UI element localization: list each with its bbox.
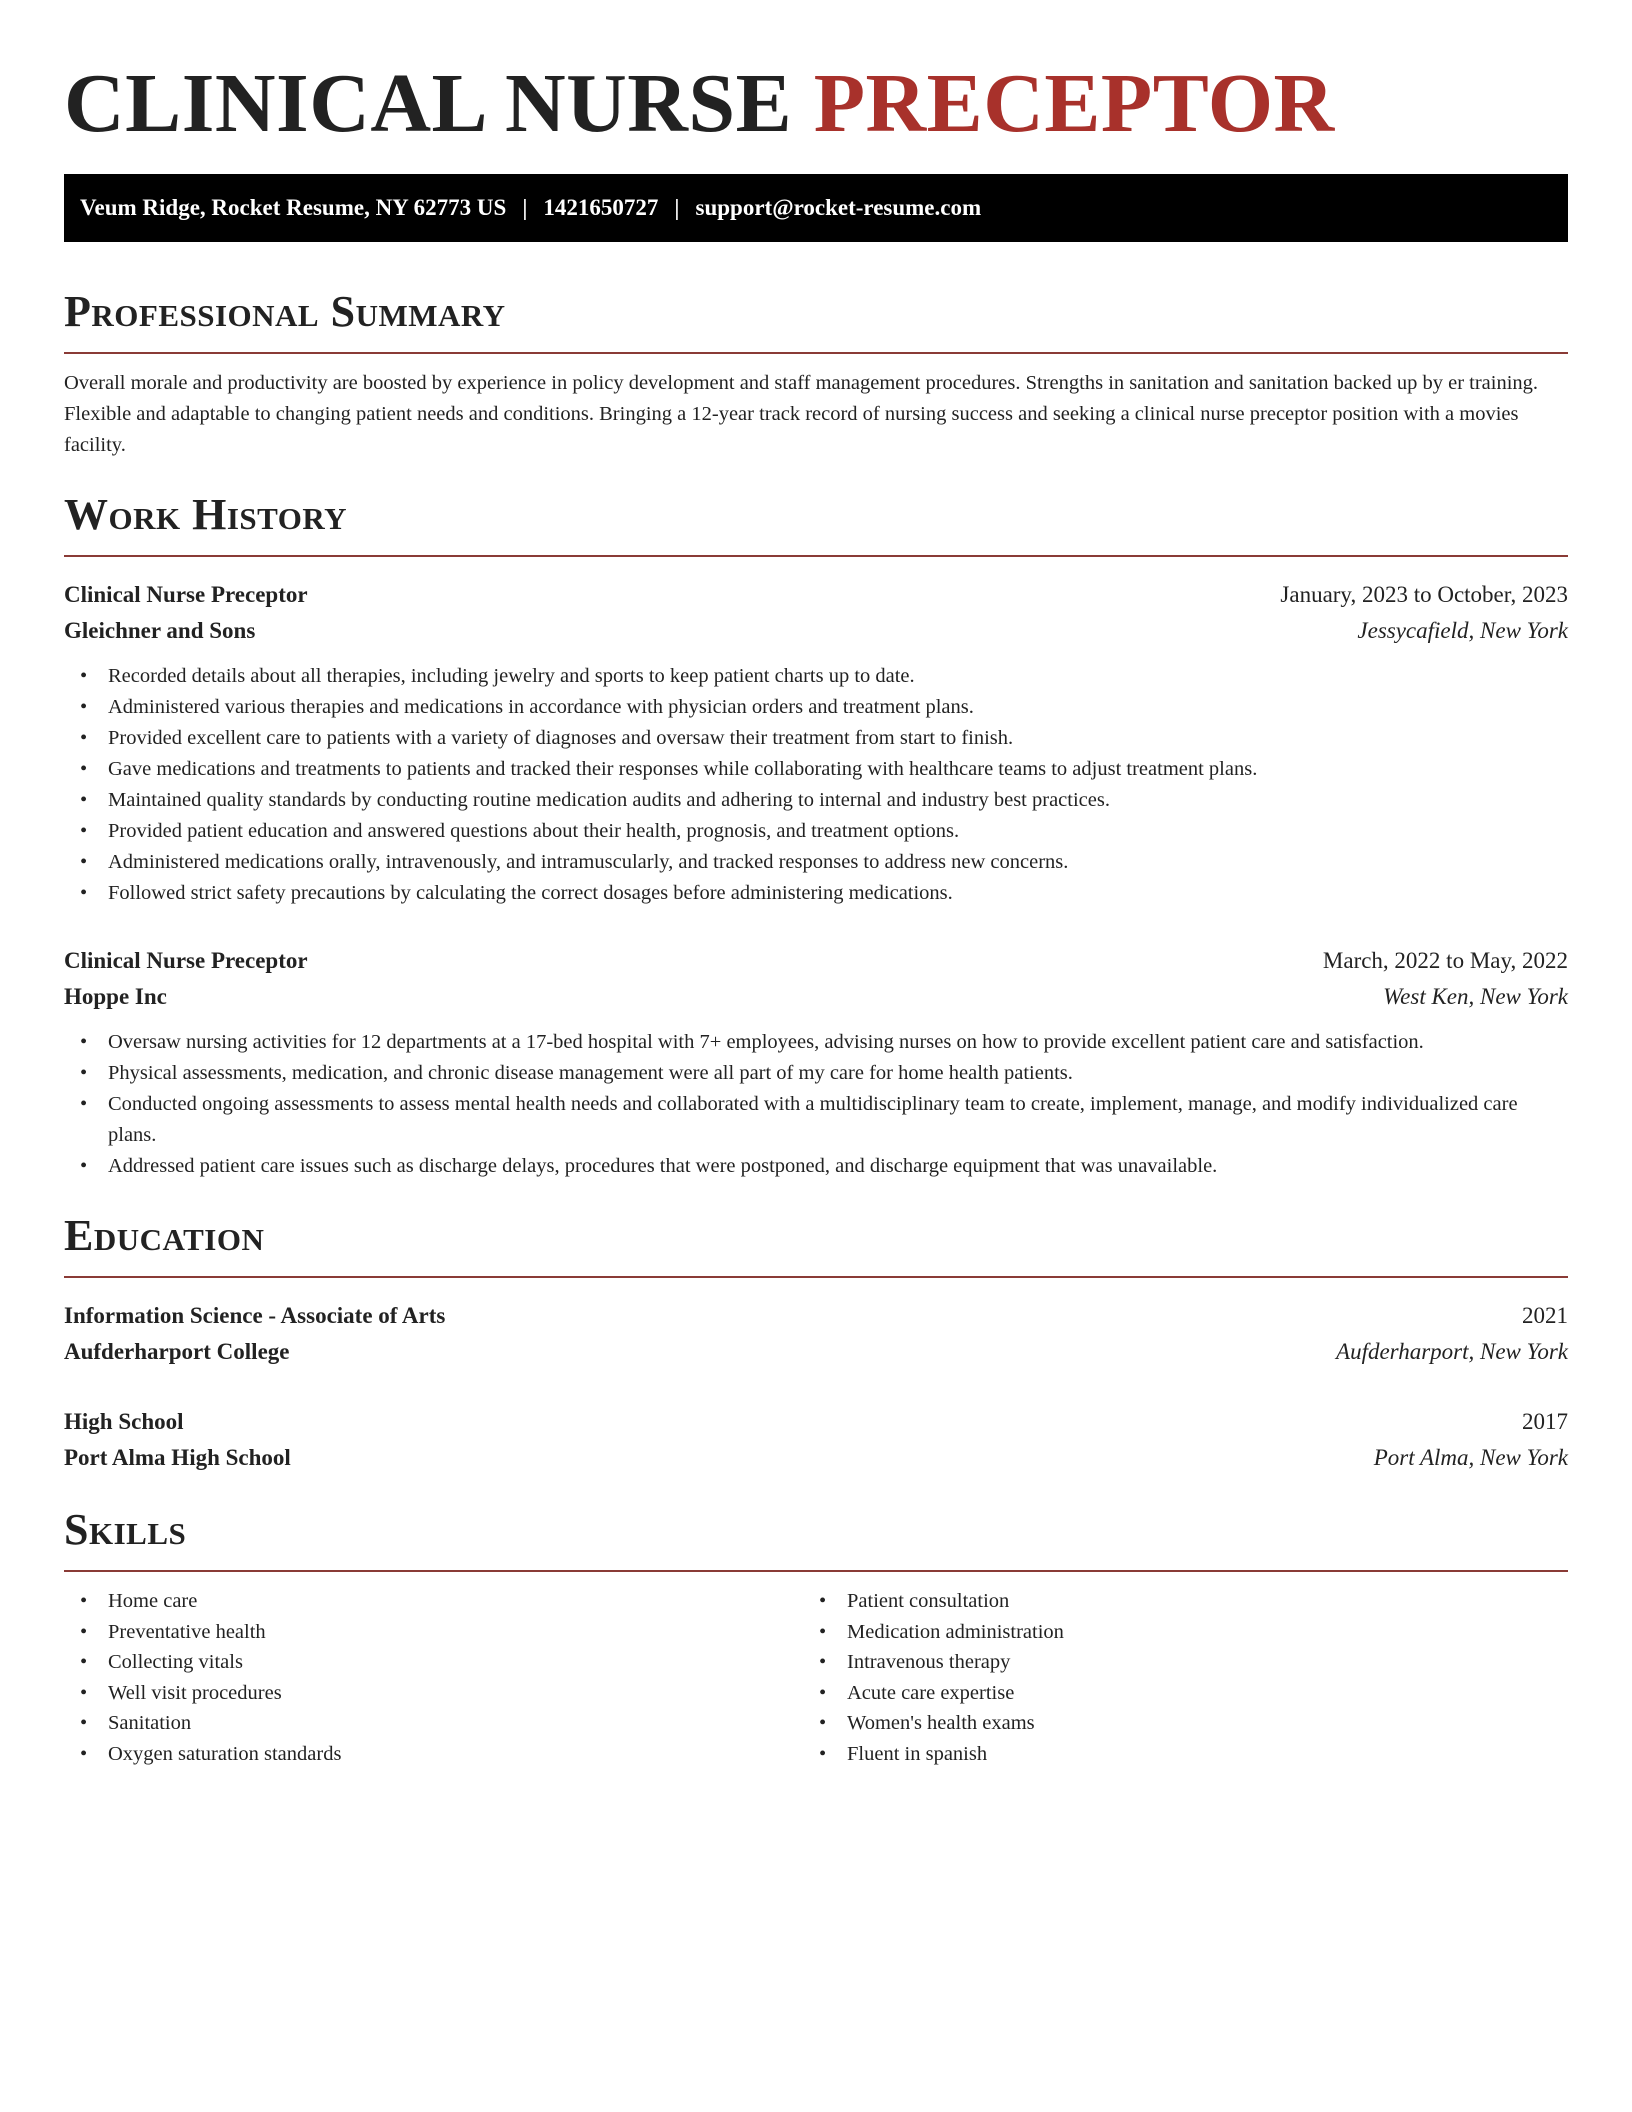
bullet-icon: • (819, 1681, 827, 1704)
job-header-row (64, 943, 1568, 979)
bullet-icon: • (80, 1155, 88, 1177)
skill-item: • Patient consultation (816, 1586, 1568, 1617)
education-entry (64, 1404, 1568, 1476)
name-first: CLINICAL NURSE (64, 57, 793, 150)
contact-separator: | (522, 195, 528, 220)
contact-bar (64, 174, 1568, 242)
contact-phone: 1421650727 (543, 195, 659, 220)
bullet-icon: • (819, 1590, 827, 1612)
job-bullet-list (64, 661, 1568, 909)
job-company: Gleichner and Sons (64, 618, 256, 643)
list-item: • Oversaw nursing activities for 12 departments at a 17-bed hospital with 7+ employees, advising nurses on how to provide excellent patient care and satisfaction. (64, 1027, 1568, 1058)
bullet-icon: • (80, 1742, 88, 1765)
section-title-education: Education (64, 1211, 265, 1260)
list-item: • Administered medications orally, intravenously, and intramuscularly, and tracked responses to address new concerns. (64, 847, 1568, 878)
skill-item: • Medication administration (816, 1617, 1568, 1648)
bullet-icon: • (80, 665, 88, 687)
list-item: • Followed strict safety precautions by calculating the correct dosages before administering medications. (64, 878, 1568, 909)
skill-item: • Sanitation (64, 1708, 816, 1739)
section-title-skills: Skills (64, 1505, 187, 1554)
bullet-icon: • (80, 1062, 88, 1084)
skill-item: • Intravenous therapy (816, 1647, 1568, 1678)
section-divider (64, 1570, 1568, 1572)
list-item: • Physical assessments, medication, and chronic disease management were all part of my care for home health patients. (64, 1058, 1568, 1089)
name-last: PRECEPTOR (813, 57, 1335, 150)
list-item: • Administered various therapies and medications in accordance with physician orders and treatment plans. (64, 692, 1568, 723)
bullet-icon: • (80, 789, 88, 811)
education-school: Port Alma High School (64, 1445, 291, 1470)
contact-separator: | (674, 195, 680, 220)
education-degree: Information Science - Associate of Arts (64, 1303, 446, 1328)
skill-item: • Fluent in spanish (816, 1739, 1568, 1770)
skills-columns (64, 1586, 1568, 1769)
education-location: Aufderharport, New York (1336, 1339, 1568, 1364)
list-item: • Addressed patient care issues such as discharge delays, procedures that were postponed, and discharge equipment that was unavailable. (64, 1151, 1568, 1182)
job-company-row (64, 979, 1568, 1015)
education-degree: High School (64, 1409, 184, 1434)
summary-text: Overall morale and productivity are boosted by experience in policy development and staff management procedures. Strengths in sanitation and sanitation backed up by er training. Flexible and adaptable to changing patient needs and conditions. Bringing a 12-year track record of nursing success and seeking a clinical nurse preceptor position with a movies facility. (64, 372, 1539, 456)
bullet-icon: • (819, 1742, 827, 1765)
skill-item: • Well visit procedures (64, 1678, 816, 1709)
job-company: Hoppe Inc (64, 984, 167, 1009)
skill-item: • Preventative health (64, 1617, 816, 1648)
bullet-icon: • (80, 1681, 88, 1704)
section-title-summary: Professional Summary (64, 287, 506, 336)
bullet-icon: • (819, 1651, 827, 1673)
bullet-icon: • (80, 1651, 88, 1673)
section-divider (64, 555, 1568, 557)
job-entry (64, 943, 1568, 1182)
bullet-icon: • (80, 820, 88, 842)
bullet-icon: • (80, 1620, 88, 1643)
skill-item: • Women's health exams (816, 1708, 1568, 1739)
bullet-icon: • (80, 1712, 88, 1734)
bullet-icon: • (80, 696, 88, 718)
bullet-icon: • (80, 1590, 88, 1612)
education-school-row (64, 1334, 1568, 1370)
job-role: Clinical Nurse Preceptor (64, 582, 308, 607)
bullet-icon: • (80, 1031, 88, 1053)
education-school: Aufderharport College (64, 1339, 290, 1364)
bullet-icon: • (819, 1712, 827, 1734)
list-item: • Recorded details about all therapies, including jewelry and sports to keep patient charts up to date. (64, 661, 1568, 692)
section-divider (64, 1276, 1568, 1278)
education-year: 2021 (1522, 1303, 1568, 1328)
job-location: West Ken, New York (1383, 984, 1568, 1009)
bullet-icon: • (80, 1093, 88, 1115)
job-dates: March, 2022 to May, 2022 (1322, 948, 1568, 973)
list-item: • Gave medications and treatments to patients and tracked their responses while collaborating with healthcare teams to adjust treatment plans. (64, 754, 1568, 785)
bullet-icon: • (80, 851, 88, 873)
skill-item: • Collecting vitals (64, 1647, 816, 1678)
contact-address: Veum Ridge, Rocket Resume, NY 62773 US (80, 195, 507, 220)
education-location: Port Alma, New York (1373, 1445, 1568, 1470)
job-bullet-list (64, 1027, 1568, 1182)
job-dates: January, 2023 to October, 2023 (1280, 582, 1568, 607)
job-header-row (64, 577, 1568, 613)
bullet-icon: • (80, 882, 88, 904)
education-entry (64, 1298, 1568, 1370)
job-entry (64, 577, 1568, 909)
job-role: Clinical Nurse Preceptor (64, 948, 308, 973)
list-item: • Provided excellent care to patients with a variety of diagnoses and oversaw their treatment from start to finish. (64, 723, 1568, 754)
job-location: Jessycafield, New York (1357, 618, 1568, 643)
section-divider (64, 352, 1568, 354)
skill-item: • Home care (64, 1586, 816, 1617)
education-header-row (64, 1298, 1568, 1334)
job-company-row (64, 613, 1568, 649)
bullet-icon: • (80, 727, 88, 749)
education-year: 2017 (1522, 1409, 1568, 1434)
resume-name (64, 56, 1568, 152)
section-title-work-history: Work History (64, 490, 348, 539)
skill-item: • Oxygen saturation standards (64, 1739, 816, 1770)
bullet-icon: • (819, 1620, 827, 1643)
contact-email: support@rocket-resume.com (695, 195, 982, 220)
bullet-icon: • (80, 758, 88, 780)
skills-list-right (816, 1586, 1568, 1769)
list-item: • Conducted ongoing assessments to assess mental health needs and collaborated with a multidisciplinary team to create, implement, manage, and modify individualized care plans. (64, 1089, 1568, 1151)
education-school-row (64, 1440, 1568, 1476)
list-item: • Maintained quality standards by conducting routine medication audits and adhering to internal and industry best practices. (64, 785, 1568, 816)
education-header-row (64, 1404, 1568, 1440)
skills-list-left (64, 1586, 816, 1769)
skill-item: • Acute care expertise (816, 1678, 1568, 1709)
list-item: • Provided patient education and answered questions about their health, prognosis, and treatment options. (64, 816, 1568, 847)
